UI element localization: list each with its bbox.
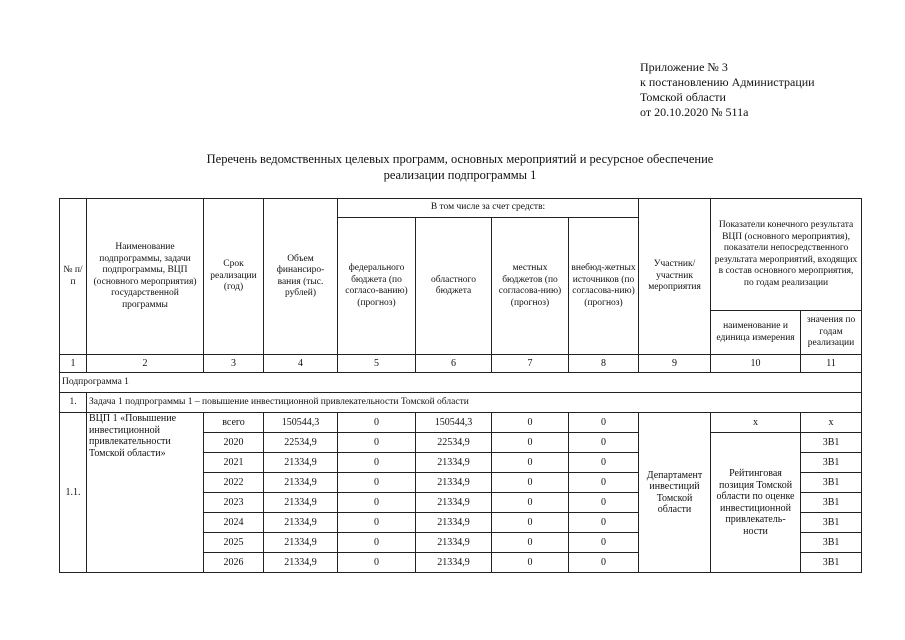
volume-cell: 21334,9	[264, 453, 338, 473]
local-cell: 0	[492, 433, 569, 453]
document-title	[150, 151, 770, 183]
federal-cell: 0	[338, 453, 416, 473]
column-number: 8	[569, 355, 639, 373]
offbudget-cell: 0	[569, 493, 639, 513]
indicator-name-cell: Рейтинговая позиция Томской области по оценке инвестиционной привлекатель-ности	[711, 433, 801, 573]
local-cell: 0	[492, 513, 569, 533]
participant-cell: Департамент инвестиций Томской области	[639, 413, 711, 573]
year-cell: 2025	[204, 533, 264, 553]
column-number: 7	[492, 355, 569, 373]
indicator-value-cell: 3В1	[801, 513, 862, 533]
column-number: 10	[711, 355, 801, 373]
regional-cell: 21334,9	[416, 453, 492, 473]
column-number: 11	[801, 355, 862, 373]
regional-cell: 21334,9	[416, 493, 492, 513]
local-cell: 0	[492, 493, 569, 513]
indicator-value-cell: 3В1	[801, 493, 862, 513]
volume-cell: 22534,9	[264, 433, 338, 453]
indicator-total-cell: х	[711, 413, 801, 433]
indicator-value-cell: 3В1	[801, 453, 862, 473]
header-indicator-name: наименование и единица измерения	[711, 311, 801, 355]
column-number: 2	[87, 355, 204, 373]
year-cell: 2020	[204, 433, 264, 453]
header-num: № п/п	[60, 199, 87, 355]
volume-cell: 21334,9	[264, 553, 338, 573]
year-cell: 2024	[204, 513, 264, 533]
header-term: Срок реализации (год)	[204, 199, 264, 355]
local-cell: 0	[492, 453, 569, 473]
volume-cell: 150544,3	[264, 413, 338, 433]
volume-cell: 21334,9	[264, 473, 338, 493]
regional-cell: 22534,9	[416, 433, 492, 453]
column-number: 5	[338, 355, 416, 373]
year-cell: всего	[204, 413, 264, 433]
volume-cell: 21334,9	[264, 493, 338, 513]
federal-cell: 0	[338, 433, 416, 453]
federal-cell: 0	[338, 413, 416, 433]
header-volume: Объем финансиро-вания (тыс. рублей)	[264, 199, 338, 355]
year-cell: 2022	[204, 473, 264, 493]
offbudget-cell: 0	[569, 473, 639, 493]
appendix-block	[640, 60, 815, 120]
program-table	[59, 198, 862, 573]
offbudget-cell: 0	[569, 413, 639, 433]
indicator-value-cell: х	[801, 413, 862, 433]
local-cell: 0	[492, 533, 569, 553]
volume-cell: 21334,9	[264, 513, 338, 533]
header-federal: федерального бюджета (по согласо-ванию) (прогноз)	[338, 218, 416, 355]
task-number: 1.	[60, 393, 87, 413]
column-number: 3	[204, 355, 264, 373]
year-cell: 2023	[204, 493, 264, 513]
appendix-line: от 20.10.2020 № 511а	[640, 105, 749, 119]
column-number: 4	[264, 355, 338, 373]
header-indicators: Показатели конечного результата ВЦП (основного мероприятия), показатели непосредственного результата мероприятий, входящих в состав основного мероприятия, по годам реализации	[711, 199, 862, 311]
year-cell: 2026	[204, 553, 264, 573]
vcp-name: ВЦП 1 «Повышение инвестиционной привлекательности Томской области»	[87, 413, 204, 573]
indicator-value-cell: 3В1	[801, 473, 862, 493]
column-number: 9	[639, 355, 711, 373]
indicator-value-cell: 3В1	[801, 533, 862, 553]
header-including: В том числе за счет средств:	[338, 199, 639, 218]
offbudget-cell: 0	[569, 453, 639, 473]
indicator-value-cell: 3В1	[801, 553, 862, 573]
offbudget-cell: 0	[569, 533, 639, 553]
offbudget-cell: 0	[569, 433, 639, 453]
local-cell: 0	[492, 553, 569, 573]
offbudget-cell: 0	[569, 513, 639, 533]
appendix-line: Приложение № 3	[640, 60, 728, 74]
column-number: 1	[60, 355, 87, 373]
federal-cell: 0	[338, 493, 416, 513]
federal-cell: 0	[338, 513, 416, 533]
header-name: Наименование подпрограммы, задачи подпрограммы, ВЦП (основного мероприятия) государственной программы	[87, 199, 204, 355]
title-line: Перечень ведомственных целевых программ, основных мероприятий и ресурсное обеспечение	[206, 152, 714, 166]
subprogram-row: Подпрограмма 1	[60, 373, 862, 393]
task-text: Задача 1 подпрограммы 1 – повышение инвестиционной привлекательности Томской области	[87, 393, 862, 413]
local-cell: 0	[492, 413, 569, 433]
regional-cell: 21334,9	[416, 553, 492, 573]
regional-cell: 21334,9	[416, 473, 492, 493]
header-local: местных бюджетов (по согласова-нию) (прогноз)	[492, 218, 569, 355]
year-cell: 2021	[204, 453, 264, 473]
indicator-value-cell: 3В1	[801, 433, 862, 453]
column-number: 6	[416, 355, 492, 373]
regional-cell: 21334,9	[416, 513, 492, 533]
volume-cell: 21334,9	[264, 533, 338, 553]
header-offbudget: внебюд-жетных источников (по согласова-нию) (прогноз)	[569, 218, 639, 355]
offbudget-cell: 0	[569, 553, 639, 573]
regional-cell: 150544,3	[416, 413, 492, 433]
title-line: реализации подпрограммы 1	[383, 168, 537, 182]
regional-cell: 21334,9	[416, 533, 492, 553]
federal-cell: 0	[338, 533, 416, 553]
header-participant: Участник/ участник мероприятия	[639, 199, 711, 355]
appendix-line: к постановлению Администрации	[640, 75, 815, 89]
federal-cell: 0	[338, 473, 416, 493]
header-indicator-values: значения по годам реализации	[801, 311, 862, 355]
federal-cell: 0	[338, 553, 416, 573]
appendix-line: Томской области	[640, 90, 726, 104]
header-regional: областного бюджета	[416, 218, 492, 355]
local-cell: 0	[492, 473, 569, 493]
vcp-number: 1.1.	[60, 413, 87, 573]
